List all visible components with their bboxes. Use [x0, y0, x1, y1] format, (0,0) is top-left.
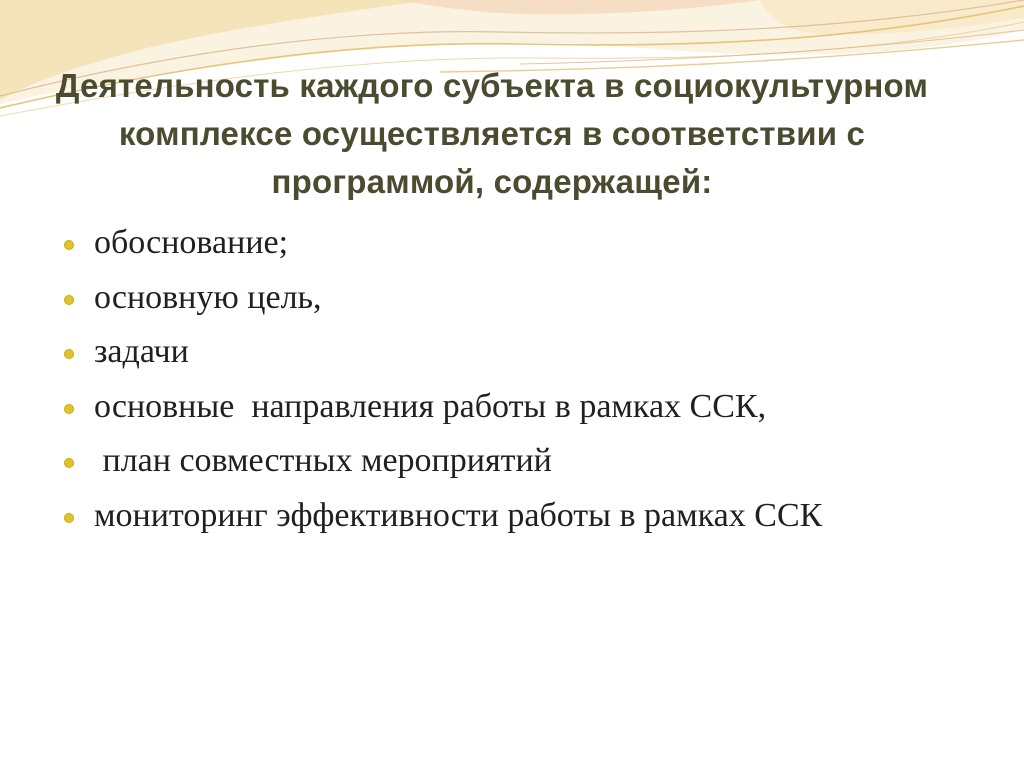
bullet-dot-icon [64, 458, 74, 468]
bullet-dot-icon [64, 349, 74, 359]
bullet-text: основную цель, [94, 278, 322, 316]
bullet-item [64, 325, 984, 380]
bullet-text: обоснование; [94, 224, 289, 261]
bullet-item [64, 271, 984, 326]
bullet-item [64, 380, 984, 435]
bullet-text: основные направления работы в рамках ССК, [94, 387, 767, 425]
slide-title: Деятельность каждого субъекта в социокультурном комплексе осуществляется в соответствии с программой, содержащей: [55, 67, 929, 200]
bullet-dot-icon [64, 295, 74, 305]
bullet-text: план совместных мероприятий [94, 442, 552, 479]
bullet-item [64, 434, 984, 489]
bullet-text: мониторинг эффективности работы в рамках ССК [94, 496, 823, 534]
bullet-list [64, 216, 984, 543]
bullet-text: задачи [94, 333, 189, 370]
bullet-item [64, 216, 984, 271]
bullet-dot-icon [64, 513, 74, 523]
bullet-dot-icon [64, 404, 74, 414]
bullet-item [64, 489, 984, 544]
bullet-dot-icon [64, 240, 74, 250]
